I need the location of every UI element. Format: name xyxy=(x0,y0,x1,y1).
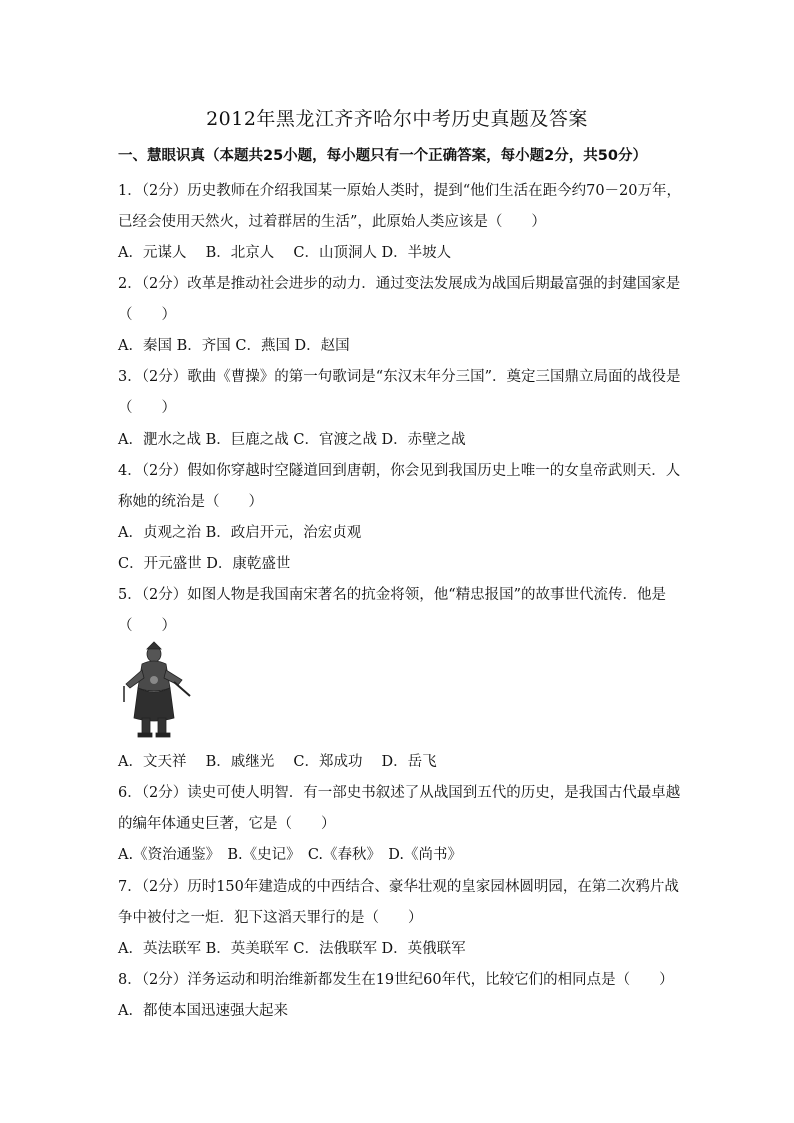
question-8-line-1: 8．（2分）洋务运动和明治维新都发生在19世纪60年代，比较它们的相同点是（ ） xyxy=(118,972,674,988)
question-3-line-2: （ ） xyxy=(118,400,176,416)
question-7-line-2: 争中被付之一炬．犯下这滔天罪行的是（ ） xyxy=(118,910,423,926)
question-5-line-2: （ ） xyxy=(118,618,176,634)
question-4-options-2: C．开元盛世 D．康乾盛世 xyxy=(118,556,291,572)
question-4-line-1: 4．（2分）假如你穿越时空隧道回到唐朝，你会见到我国历史上唯一的女皇帝武则天．人 xyxy=(118,463,681,479)
question-1-options: A．元谋人 B．北京人 C．山顶洞人 D．半坡人 xyxy=(118,245,452,261)
question-4-options-1: A．贞观之治 B．政启开元，治宏贞观 xyxy=(118,525,362,541)
question-4-line-2: 称她的统治是（ ） xyxy=(118,494,263,510)
question-2-options: A．秦国 B．齐国 C．燕国 D．赵国 xyxy=(118,338,350,354)
question-6-line-1: 6．（2分）读史可使人明智．有一部史书叙述了从战国到五代的历史，是我国古代最卓越 xyxy=(118,785,681,801)
question-2-line-1: 2．（2分）改革是推动社会进步的动力．通过变法发展成为战国后期最富强的封建国家是 xyxy=(118,276,681,292)
page-title: 2012年黑龙江齐齐哈尔中考历史真题及答案 xyxy=(206,108,588,130)
question-1-line-1: 1．（2分）历史教师在介绍我国某一原始人类时，提到“他们生活在距今约70－20万年， xyxy=(118,183,682,199)
general-portrait-image xyxy=(118,640,192,740)
question-8-option-a: A．都使本国迅速强大起来 xyxy=(118,1003,288,1019)
section-heading: 一、慧眼识真（本题共25小题，每小题只有一个正确答案，每小题2分，共50分） xyxy=(118,148,647,164)
question-7-line-1: 7．（2分）历时150年建造成的中西结合、豪华壮观的皇家园林圆明园，在第二次鸦片战 xyxy=(118,879,679,895)
question-3-options: A．淝水之战 B．巨鹿之战 C．官渡之战 D．赤壁之战 xyxy=(118,432,466,448)
question-6-line-2: 的编年体通史巨著，它是（ ） xyxy=(118,816,336,832)
question-3-line-1: 3．（2分）歌曲《曹操》的第一句歌词是“东汉末年分三国”．奠定三国鼎立局面的战役是 xyxy=(118,369,681,385)
question-5-line-1: 5．（2分）如图人物是我国南宋著名的抗金将领，他“精忠报国”的故事世代流传．他是 xyxy=(118,587,667,603)
question-7-options: A．英法联军 B．英美联军 C．法俄联军 D．英俄联军 xyxy=(118,941,466,957)
question-2-line-2: （ ） xyxy=(118,307,176,323)
question-6-options: A.《资治通鉴》 B.《史记》 C.《春秋》 D.《尚书》 xyxy=(118,847,462,863)
question-1-line-2: 已经会使用天然火，过着群居的生活”，此原始人类应该是（ ） xyxy=(118,214,546,230)
question-5-options: A．文天祥 B．戚继光 C．郑成功 D．岳飞 xyxy=(118,754,437,770)
